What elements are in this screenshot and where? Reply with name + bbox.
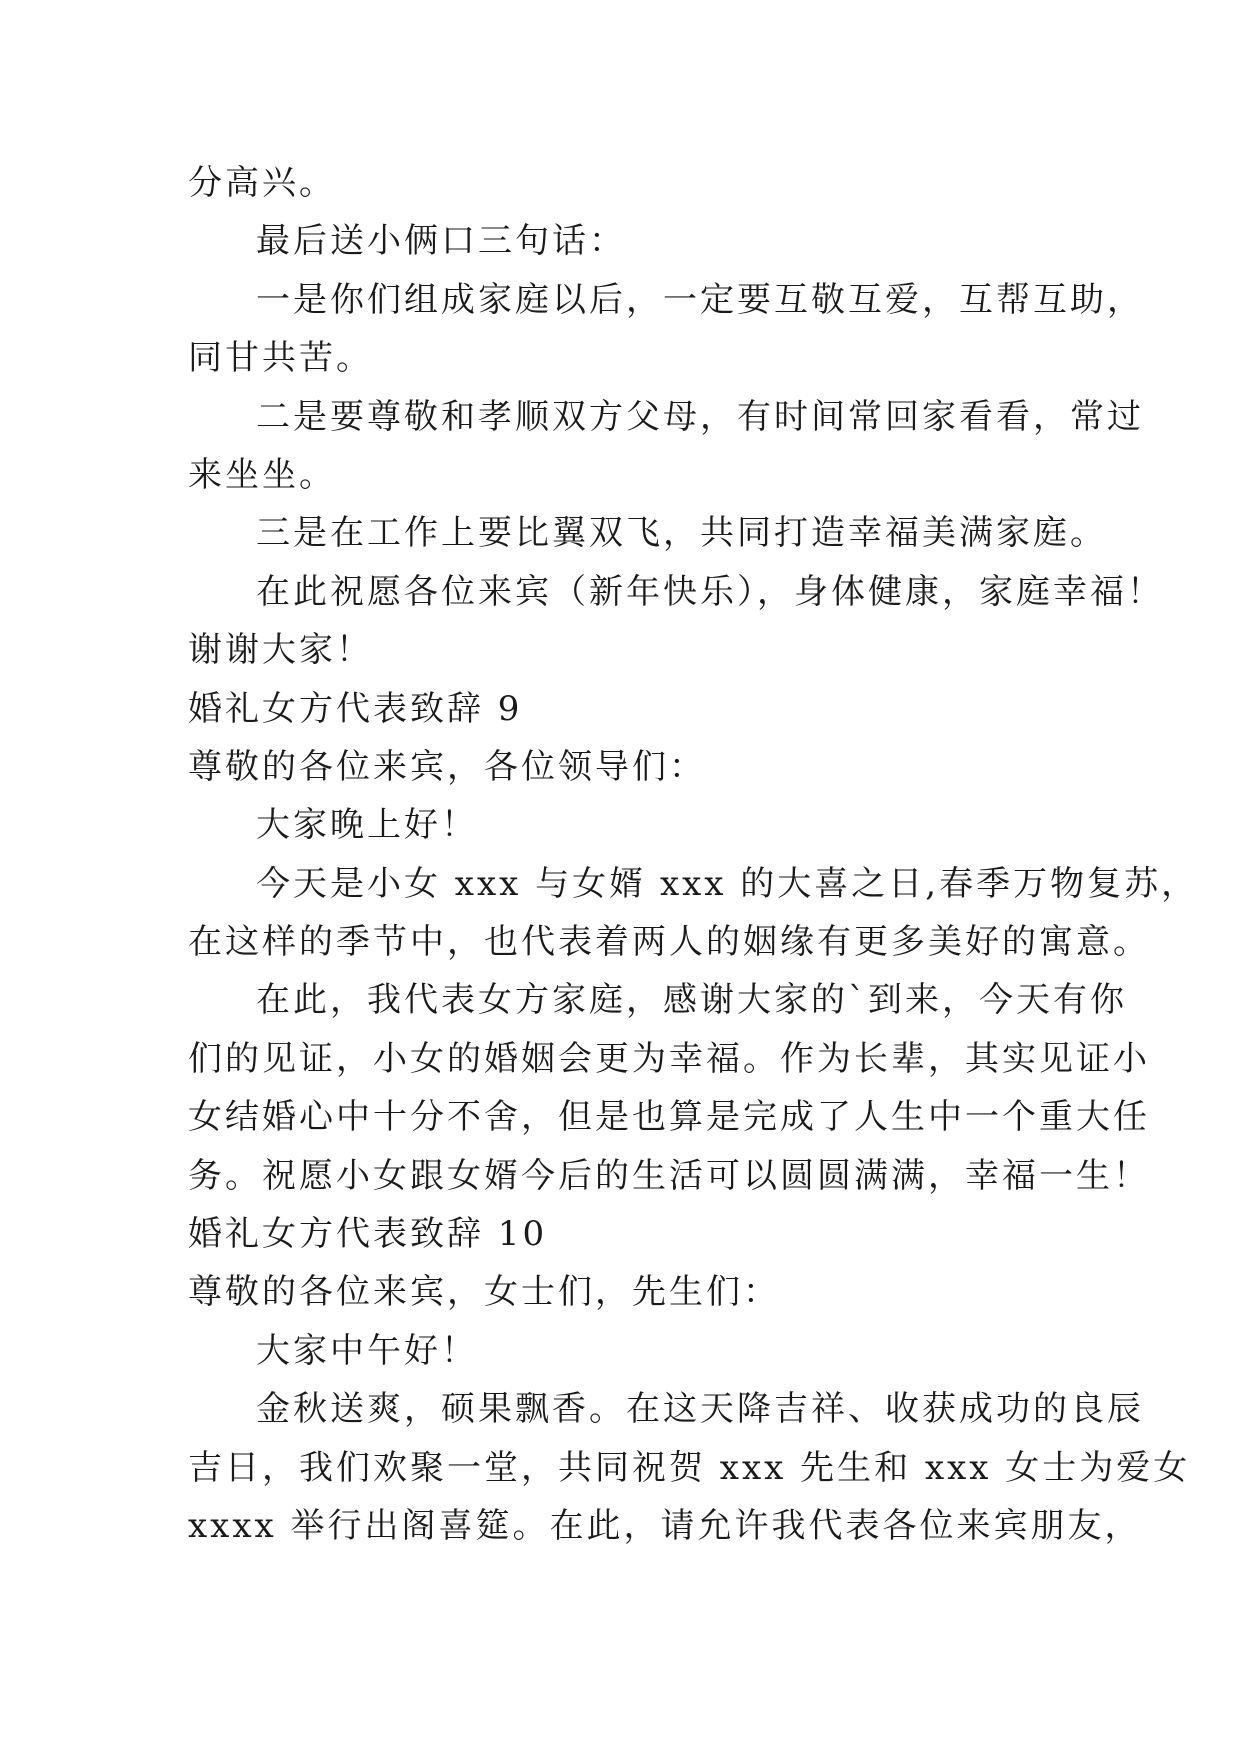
text-line: 今天是小女 xxx 与女婿 xxx 的大喜之日,春季万物复苏， [256, 863, 1199, 904]
greeting: 大家中午好！ [256, 1330, 478, 1371]
text-line: 来坐坐。 [188, 454, 336, 495]
greeting: 大家晚上好！ [256, 805, 478, 846]
text-line: xxxx 举行出阁喜筵。在此，请允许我代表各位来宾朋友， [188, 1505, 1142, 1546]
text-line: 金秋送爽，硕果飘香。在这天降吉祥、收获成功的良辰 [256, 1389, 1144, 1430]
text-line: 二是要尊敬和孝顺双方父母，有时间常回家看看，常过 [256, 396, 1144, 437]
text-line: 分高兴。 [188, 163, 336, 203]
text-line: 务。祝愿小女跟女婿今后的生活可以圆圆满满，幸福一生！ [188, 1155, 1150, 1196]
text-line: 女结婚心中十分不舍，但是也算是完成了人生中一个重大任 [188, 1097, 1150, 1138]
text-line: 最后送小俩口三句话： [256, 221, 626, 262]
text-line: 们的见证，小女的婚姻会更为幸福。作为长辈，其实见证小 [188, 1038, 1150, 1079]
salutation: 尊敬的各位来宾，女士们，先生们： [188, 1272, 780, 1313]
text-line: 吉日，我们欢聚一堂，共同祝贺 xxx 先生和 xxx 女士为爱女 [188, 1447, 1191, 1488]
text-line: 谢谢大家！ [188, 630, 373, 671]
section-heading: 婚礼女方代表致辞 10 [188, 1214, 548, 1255]
text-line: 在此，我代表女方家庭，感谢大家的`到来，今天有你 [256, 980, 1127, 1021]
document-body [188, 154, 1199, 1555]
text-line: 在此祝愿各位来宾（新年快乐），身体健康，家庭幸福！ [256, 571, 1164, 612]
text-line: 在这样的季节中，也代表着两人的姻缘有更多美好的寓意。 [188, 922, 1150, 963]
text-line: 三是在工作上要比翼双飞，共同打造幸福美满家庭。 [256, 513, 1107, 554]
text-line: 同甘共苦。 [188, 338, 373, 379]
section-heading: 婚礼女方代表致辞 9 [188, 688, 523, 729]
salutation: 尊敬的各位来宾，各位领导们： [188, 746, 706, 787]
text-line: 一是你们组成家庭以后，一定要互敬互爱，互帮互助， [256, 279, 1144, 320]
